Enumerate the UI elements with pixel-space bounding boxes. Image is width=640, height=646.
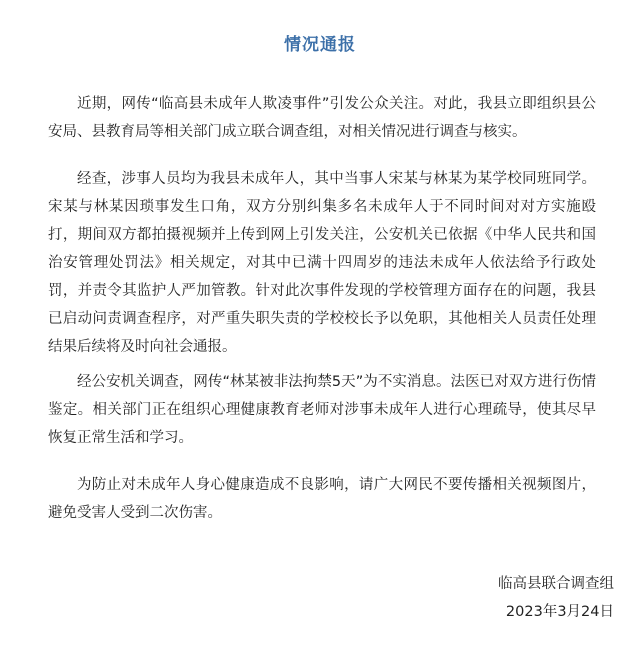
issuer-name: 临高县联合调查组 bbox=[498, 576, 614, 592]
notice-paragraph-4: 为防止对未成年人身心健康造成不良影响，请广大网民不要传播相关视频图片，避免受害人受到二次伤害。 bbox=[48, 477, 596, 521]
issue-date: 2023年3月24日 bbox=[505, 604, 614, 620]
notice-paragraph-1: 近期，网传“临高县未成年人欺凌事件”引发公众关注。对此，我县立即组织县公安局、县教育局等相关部门成立联合调查组，对相关情况进行调查与核实。 bbox=[48, 96, 596, 140]
notice-title: 情况通报 bbox=[284, 35, 356, 55]
notice-paragraph-2: 经查，涉事人员均为我县未成年人，其中当事人宋某与林某为某学校同班同学。宋某与林某因琐事发生口角，双方分别纠集多名未成年人于不同时间对对方实施殴打，期间双方都拍摄视频并上传到网上引发关注，公安机关已依据《中华人民共和国治安管理处罚法》相关规定，对其中已满十四周岁的违法未成年人依法给予行政处罚，并责令其监护人严加管教。针对此次事件发现的学校管理方面存在的问题，我县已启动问责调查程序，对严重失职失责的学校校长予以免职，其他相关人员责任处理结果后续将及时向社会通报。 bbox=[48, 171, 596, 355]
notice-paragraph-3: 经公安机关调查，网传“林某被非法拘禁5天”为不实消息。法医已对双方进行伤情鉴定。相关部门正在组织心理健康教育老师对涉事未成年人进行心理疏导，使其尽早恢复正常生活和学习。 bbox=[48, 374, 596, 446]
signature-block bbox=[498, 570, 614, 626]
